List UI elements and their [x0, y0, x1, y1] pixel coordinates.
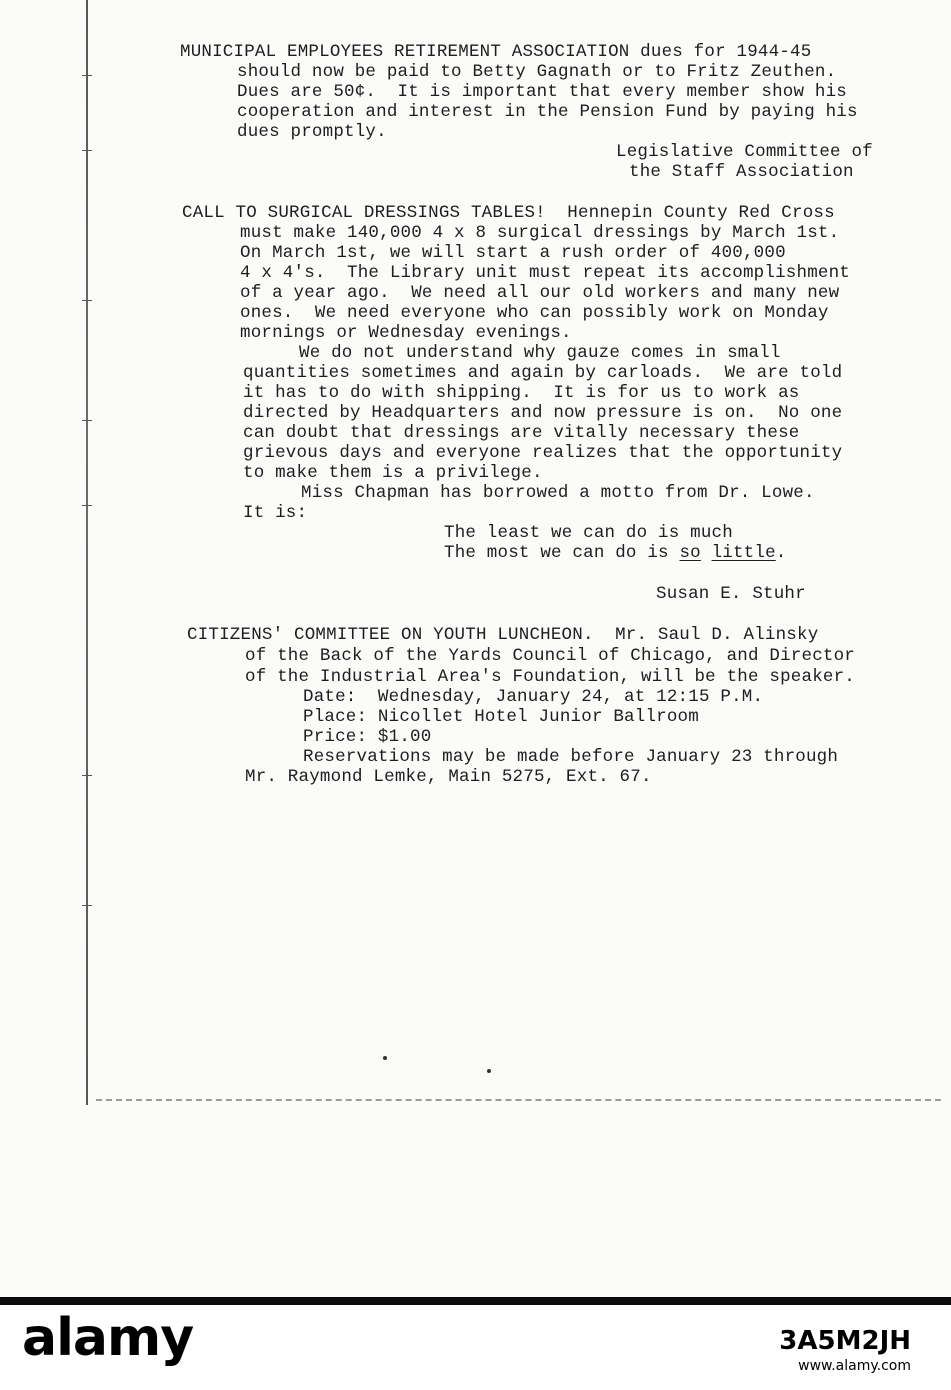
- margin-mark: [82, 775, 92, 776]
- underlined-word: little: [711, 543, 776, 563]
- text-line: Date: Wednesday, January 24, at 12:15 P.M.: [303, 687, 764, 707]
- text-line: of a year ago. We need all our old workers and many new: [240, 283, 840, 303]
- bottom-rule: [96, 1099, 941, 1101]
- text-line: directed by Headquarters and now pressure is on. No one: [243, 403, 843, 423]
- text-line: it has to do with shipping. It is for us to work as: [243, 383, 800, 403]
- text-line: of the Industrial Area's Foundation, will be the speaker.: [245, 667, 855, 687]
- text-line: of the Back of the Yards Council of Chicago, and Director: [245, 646, 855, 666]
- motto-line: The least we can do is much: [444, 523, 733, 543]
- text-line: can doubt that dressings are vitally necessary these: [243, 423, 800, 443]
- margin-mark: [82, 420, 92, 421]
- text-line: CALL TO SURGICAL DRESSINGS TABLES! Hennepin County Red Cross: [182, 203, 835, 223]
- footer-url: www.alamy.com: [798, 1358, 911, 1374]
- signature-line: the Staff Association: [629, 162, 854, 182]
- stray-mark: [487, 1069, 491, 1073]
- text-line: Place: Nicollet Hotel Junior Ballroom: [303, 707, 699, 727]
- text-line: Mr. Raymond Lemke, Main 5275, Ext. 67.: [245, 767, 652, 787]
- text-line: Price: $1.00: [303, 727, 432, 747]
- alamy-logo: alamy: [22, 1308, 194, 1368]
- text-line: MUNICIPAL EMPLOYEES RETIREMENT ASSOCIATION dues for 1944-45: [180, 42, 812, 62]
- text-line: It is:: [243, 503, 308, 523]
- underlined-word: so: [679, 543, 701, 563]
- left-margin-line: [86, 0, 88, 1105]
- text-line: cooperation and interest in the Pension Fund by paying his: [237, 102, 858, 122]
- text-line: Miss Chapman has borrowed a motto from Dr. Lowe.: [301, 483, 815, 503]
- text-line: Reservations may be made before January 23 through: [303, 747, 839, 767]
- text-line: On March 1st, we will start a rush order of 400,000: [240, 243, 786, 263]
- text-line: ones. We need everyone who can possibly work on Monday: [240, 303, 829, 323]
- motto-line: The most we can do is so little.: [444, 543, 787, 563]
- text-line: grievous days and everyone realizes that the opportunity: [243, 443, 843, 463]
- signature-line: Legislative Committee of: [616, 142, 873, 162]
- signature-line: Susan E. Stuhr: [656, 584, 806, 604]
- image-id: 3A5M2JH: [779, 1326, 911, 1356]
- stray-mark: [383, 1056, 387, 1060]
- text-line: dues promptly.: [237, 122, 387, 142]
- text-line: must make 140,000 4 x 8 surgical dressings by March 1st.: [240, 223, 840, 243]
- text-line: CITIZENS' COMMITTEE ON YOUTH LUNCHEON. Mr. Saul D. Alinsky: [187, 625, 819, 645]
- text-line: 4 x 4's. The Library unit must repeat its accomplishment: [240, 263, 850, 283]
- text-line: to make them is a privilege.: [243, 463, 543, 483]
- margin-mark: [82, 505, 92, 506]
- text-line: Dues are 50¢. It is important that every member show his: [237, 82, 847, 102]
- margin-mark: [82, 150, 92, 151]
- text-line: should now be paid to Betty Gagnath or to Fritz Zeuthen.: [237, 62, 837, 82]
- margin-mark: [82, 905, 92, 906]
- text-line: mornings or Wednesday evenings.: [240, 323, 572, 343]
- margin-mark: [82, 75, 92, 76]
- footer-band: [0, 1297, 951, 1305]
- text-line: quantities sometimes and again by carloads. We are told: [243, 363, 843, 383]
- text-line: We do not understand why gauze comes in small: [299, 343, 781, 363]
- margin-mark: [82, 300, 92, 301]
